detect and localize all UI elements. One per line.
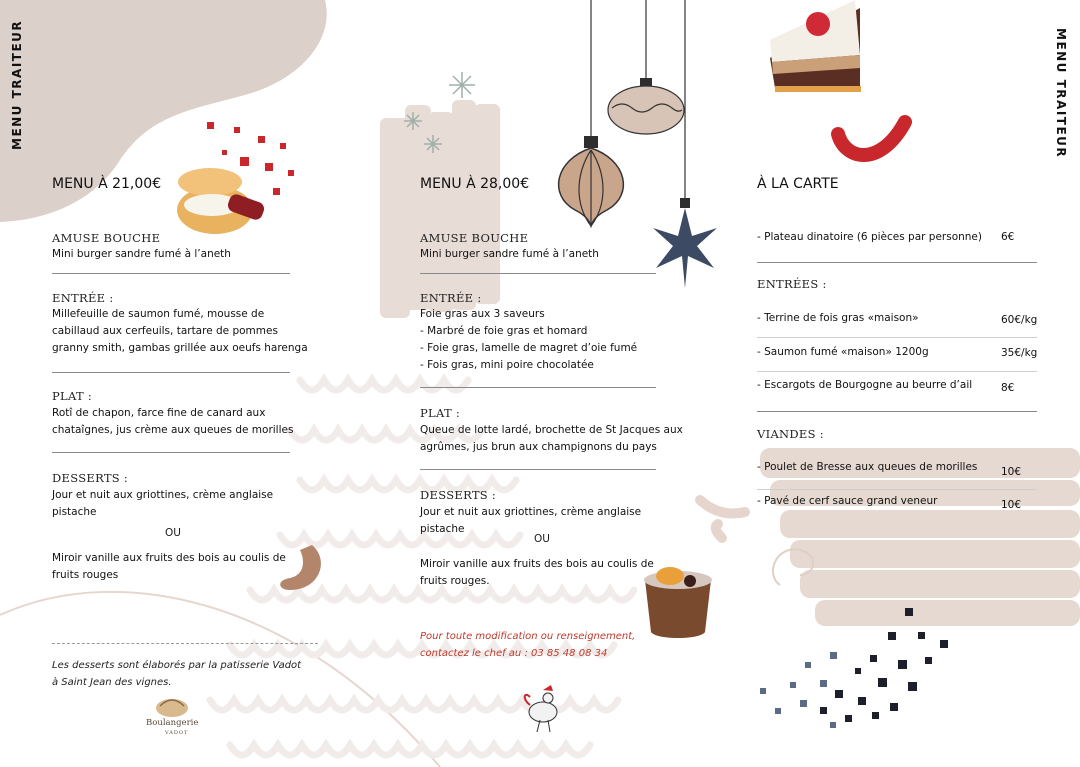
- carte-item-name: - Plateau dinatoire (6 pièces par personne): [757, 231, 982, 243]
- red-swoosh: [838, 122, 905, 155]
- star-ornament: [653, 198, 717, 288]
- divider: [420, 387, 656, 388]
- carte-item-name: - Escargots de Bourgogne au beurre d’ail: [757, 379, 973, 391]
- carte-item-price: 35€/kg: [1001, 347, 1038, 359]
- col1-amuse-text: Mini burger sandre fumé à l’aneth: [52, 248, 231, 260]
- flourish-right: [700, 500, 745, 538]
- col1-plat-heading: PLAT :: [52, 389, 93, 403]
- carte-item-price: 10€: [1001, 466, 1022, 478]
- col2-amuse-text: Mini burger sandre fumé à l’aneth: [420, 248, 599, 260]
- carte-item-price: 6€: [1001, 231, 1015, 243]
- chef-contact-note: Pour toute modification ou renseignement, contactez le chef au : 03 85 48 08 34: [420, 631, 636, 659]
- col2-plat-text: Queue de lotte lardé, brochette de St Jacques aux agrûmes, jus brun aux champignons du pays: [420, 424, 683, 453]
- carte-item-name: - Terrine de fois gras «maison»: [757, 312, 919, 324]
- brown-curl: [280, 545, 321, 590]
- col1-ou-label: OU: [165, 527, 181, 539]
- col2-desserts-heading: DESSERTS :: [420, 488, 497, 502]
- a-la-carte-title: À LA CARTE: [757, 176, 839, 192]
- col2-dessert2-text: Miroir vanille aux fruits des bois au coulis de fruits rouges.: [420, 558, 654, 587]
- divider: [52, 372, 290, 373]
- divider: [52, 452, 290, 453]
- col1-dessert1-text: Jour et nuit aux griottines, crème anglaise pistache: [52, 489, 274, 518]
- divider: [420, 469, 656, 470]
- col1-amuse-heading: AMUSE BOUCHE: [52, 231, 161, 245]
- carte-item-name: - Pavé de cerf sauce grand veneur: [757, 495, 938, 507]
- divider: [757, 337, 1037, 338]
- flat-bauble-ornament: [608, 78, 684, 134]
- col1-desserts-heading: DESSERTS :: [52, 471, 129, 485]
- carte-item-price: 8€: [1001, 382, 1015, 394]
- side-title-left: MENU TRAITEUR: [10, 19, 24, 150]
- carte-item-name: - Saumon fumé «maison» 1200g: [757, 346, 929, 358]
- cream-puff-image: [177, 168, 266, 234]
- carte-item-name: - Poulet de Bresse aux queues de morilles: [757, 461, 978, 473]
- col1-patisserie-note: Les desserts sont élaborés par la patisserie Vadot à Saint Jean des vignes.: [52, 660, 302, 688]
- col1-entree-heading: ENTRÉE :: [52, 291, 114, 305]
- entrees-heading: ENTRÉES :: [757, 277, 827, 291]
- col2-amuse-heading: AMUSE BOUCHE: [420, 231, 529, 245]
- carte-item-price: 60€/kg: [1001, 314, 1038, 326]
- boulangerie-logo-mark: [156, 699, 188, 717]
- bauble-ornament: [559, 136, 624, 226]
- slate-dots: [760, 652, 837, 728]
- viandes-heading: VIANDES :: [757, 427, 824, 441]
- carte-item-price: 10€: [1001, 499, 1022, 511]
- col1-dessert2-text: Miroir vanille aux fruits des bois au coulis de fruits rouges: [52, 552, 286, 581]
- col1-plat-text: Rotî de chapon, farce fine de canard aux chataîgnes, jus crème aux queues de morilles: [52, 407, 294, 436]
- cake-slice-image: [770, 0, 861, 92]
- col1-entree-text: Millefeuille de saumon fumé, mousse de cabillaud aux cerfeuils, tartare de pommes granny smith, gambas grillée aux oeufs harenga: [52, 308, 308, 354]
- divider: [757, 411, 1037, 412]
- col2-plat-heading: PLAT :: [420, 406, 461, 420]
- divider: [757, 262, 1037, 263]
- rooster-logo: [525, 685, 557, 732]
- brush-strokes-middle: [380, 100, 500, 318]
- side-title-right: MENU TRAITEUR: [1054, 28, 1068, 159]
- col2-entree-heading: ENTRÉE :: [420, 291, 482, 305]
- col2-ou-label: OU: [534, 533, 550, 545]
- boulangerie-logo-text: Boulangerie: [146, 718, 199, 728]
- divider: [52, 273, 290, 274]
- dessert-cup-image: [644, 567, 712, 638]
- menu-21-title: MENU À 21,00€: [52, 176, 162, 192]
- divider: [757, 371, 1037, 372]
- dashed-divider: [52, 643, 318, 644]
- divider: [420, 273, 656, 274]
- divider: [757, 489, 1037, 490]
- boulangerie-logo-subtext: VADOT: [165, 730, 189, 736]
- col2-dessert1-text: Jour et nuit aux griottines, crème anglaise pistache: [420, 506, 642, 535]
- menu-28-title: MENU À 28,00€: [420, 176, 530, 192]
- col2-entree-text: Foie gras aux 3 saveurs - Marbré de foie gras et homard - Foie gras, lamelle de magret d’oie fumé - Fois gras, mini poire chocolatée: [420, 308, 638, 371]
